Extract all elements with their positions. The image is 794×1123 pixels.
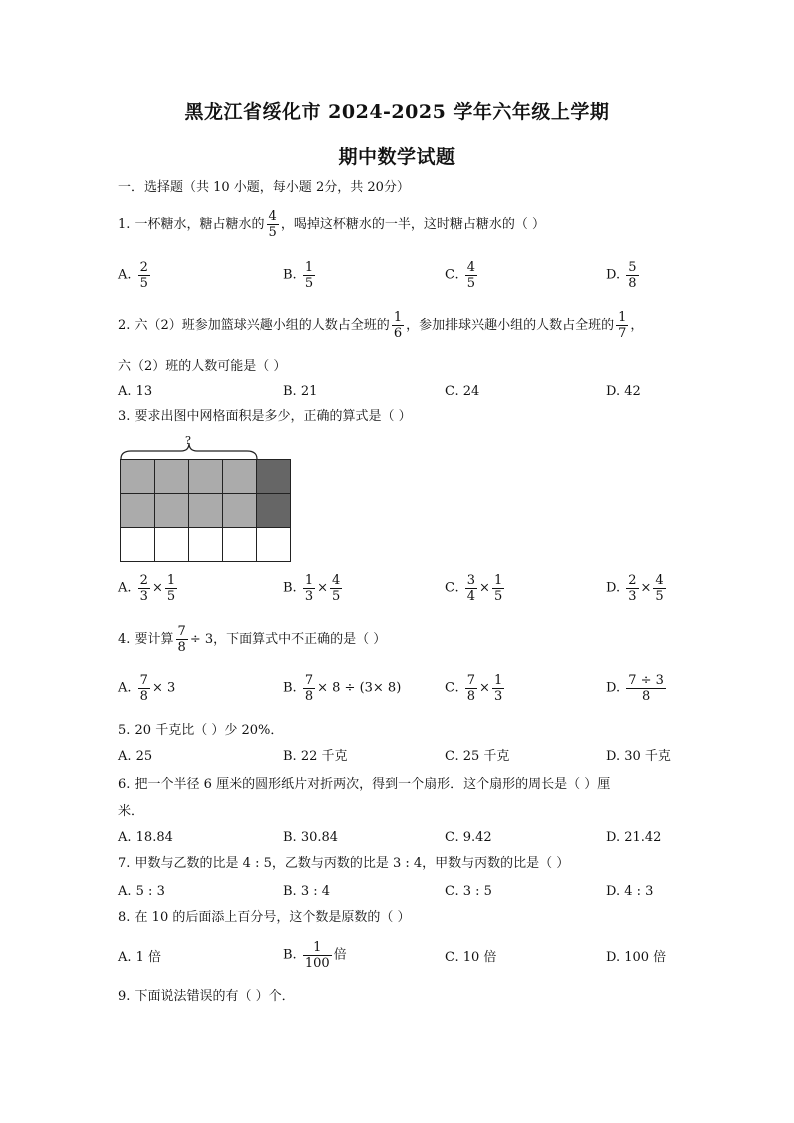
q6-option-c[interactable]: C. 9.42 [445,830,492,845]
fraction: $\frac{4}{5}$ [332,573,341,604]
fraction: $\frac{4}{5}$ [466,260,476,291]
fraction: $\frac{1}{5}$ [493,573,503,604]
fraction: $\frac{7}{8}$ [177,624,186,655]
brace-annotation [119,434,259,461]
q3-option-b[interactable]: B. $\frac{1}{3}$ × $\frac{4}{5}$ [283,573,341,604]
fraction: $\frac{4}{5}$ [655,573,664,604]
q2-option-d[interactable]: D. 42 [606,384,641,399]
q4-option-d[interactable]: D. $\frac{7 \div 3}{8}$ [606,673,664,704]
q4-option-b[interactable]: B. $\frac{7}{8}$ × 8 ÷ (3× 8) [283,673,402,704]
question-4-stem-end: ÷ 3，下面算式中不正确的是（ ） [189,632,387,647]
q6-option-a[interactable]: A. 18.84 [118,830,173,845]
fraction: $\frac{3}{4}$ [466,573,476,604]
q4-option-c[interactable]: C. $\frac{7}{8}$ × $\frac{1}{3}$ [445,673,503,704]
q7-option-c[interactable]: C. 3 : 5 [445,884,492,899]
q3-option-a[interactable]: A. $\frac{2}{3}$ × $\frac{1}{5}$ [118,573,176,604]
question-1-stem-end: ，喝掉这杯糖水的一半，这时糖占糖水的（ ） [280,217,545,232]
fraction: $\frac{1}{3}$ [493,673,503,704]
question-5: 5. 20 千克比（ ）少 20%． [118,723,284,738]
question-4 [118,624,386,655]
fraction: $\frac{7}{8}$ [139,673,148,704]
question-2-stem: 2. 六（2）班参加篮球兴趣小组的人数占全班的 [118,318,390,333]
question-4-stem: 4. 要计算 [118,632,174,647]
fraction: $\frac{2}{3}$ [628,573,637,604]
fraction: $\frac{1}{7}$ [618,310,627,341]
document-title-line1: 黑龙江省绥化市 2024-2025 学年六年级上学期 [184,101,610,123]
fraction: $\frac{1}{5}$ [304,260,314,291]
question-6-line2: 米． [118,804,145,819]
q7-option-b[interactable]: B. 3 : 4 [283,884,331,899]
q2-option-c[interactable]: C. 24 [445,384,480,399]
question-6: 6. 把一个半径 6 厘米的圆形纸片对折两次，得到一个扇形．这个扇形的周长是（ ）厘 [118,777,611,792]
fraction: $\frac{1}{3}$ [304,573,314,604]
q6-option-d[interactable]: D. 21.42 [606,830,662,845]
fraction: $\frac{1}{6}$ [393,310,403,341]
q8-option-a[interactable]: A. 1 倍 [118,950,162,965]
q1-option-b[interactable]: B. $\frac{1}{5}$ [283,260,314,291]
q2-option-b[interactable]: B. 21 [283,384,318,399]
fraction: $\frac{2}{5}$ [139,260,148,291]
q3-option-d[interactable]: D. $\frac{2}{3}$ × $\frac{4}{5}$ [606,573,664,604]
question-3: 3. 要求出图中网格面积是多少，正确的算式是（ ） [118,409,412,424]
question-2-stem-mid: ，参加排球兴趣小组的人数占全班的 [406,318,615,333]
q6-option-b[interactable]: B. 30.84 [283,830,339,845]
q8-option-d[interactable]: D. 100 倍 [606,950,667,965]
q1-option-d[interactable]: D. $\frac{5}{8}$ [606,260,637,291]
question-9: 9. 下面说法错误的有（ ）个． [118,989,295,1004]
fraction: $\frac{2}{3}$ [139,573,148,604]
question-1 [118,209,545,240]
q2-option-a[interactable]: A. 13 [118,384,153,399]
section-heading: 一．选择题（共 10 小题，每小题 2分，共 20分） [118,180,410,195]
fraction: $\frac{5}{8}$ [628,260,637,291]
q5-option-d[interactable]: D. 30 千克 [606,749,671,764]
fraction: $\frac{7 \div 3}{8}$ [628,673,664,704]
q5-option-b[interactable]: B. 22 千克 [283,749,348,764]
brace-question-mark: ? [185,434,191,447]
q1-option-a[interactable]: A. $\frac{2}{5}$ [118,260,148,291]
fraction: $\frac{1}{100}$ [304,940,330,971]
q8-option-c[interactable]: C. 10 倍 [445,950,497,965]
q4-option-a[interactable]: A. $\frac{7}{8}$ × 3 [118,673,176,704]
document-title-line2: 期中数学试题 [338,146,456,168]
question-8: 8. 在 10 的后面添上百分号，这个数是原数的（ ） [118,910,411,925]
question-7: 7. 甲数与乙数的比是 4 : 5，乙数与丙数的比是 3 : 4，甲数与丙数的比是（ ） [118,856,570,871]
fraction: $\frac{1}{5}$ [166,573,176,604]
q5-option-c[interactable]: C. 25 千克 [445,749,510,764]
q1-option-c[interactable]: C. $\frac{4}{5}$ [445,260,476,291]
fraction: $\frac{7}{8}$ [466,673,476,704]
fraction: $\frac{7}{8}$ [304,673,314,704]
q5-option-a[interactable]: A. 25 [118,749,153,764]
question-2-line2: 六（2）班的人数可能是（ ） [118,359,287,374]
area-grid-figure [120,459,291,562]
fraction: $\frac{4}{5}$ [268,209,277,240]
q7-option-a[interactable]: A. 5 : 3 [118,884,165,899]
question-1-stem: 1. 一杯糖水，糖占糖水的 [118,217,265,232]
question-2: 2. 六（2）班参加篮球兴趣小组的人数占全班的 $\frac{1}{6}$ ，参加排球兴趣小组的人数占全班的 $\frac{1}{7}$ ， [118,310,644,341]
q8-option-b[interactable]: B. $\frac{1}{100}$ 倍 [283,940,347,971]
q3-option-c[interactable]: C. $\frac{3}{4}$ × $\frac{1}{5}$ [445,573,503,604]
q7-option-d[interactable]: D. 4 : 3 [606,884,654,899]
